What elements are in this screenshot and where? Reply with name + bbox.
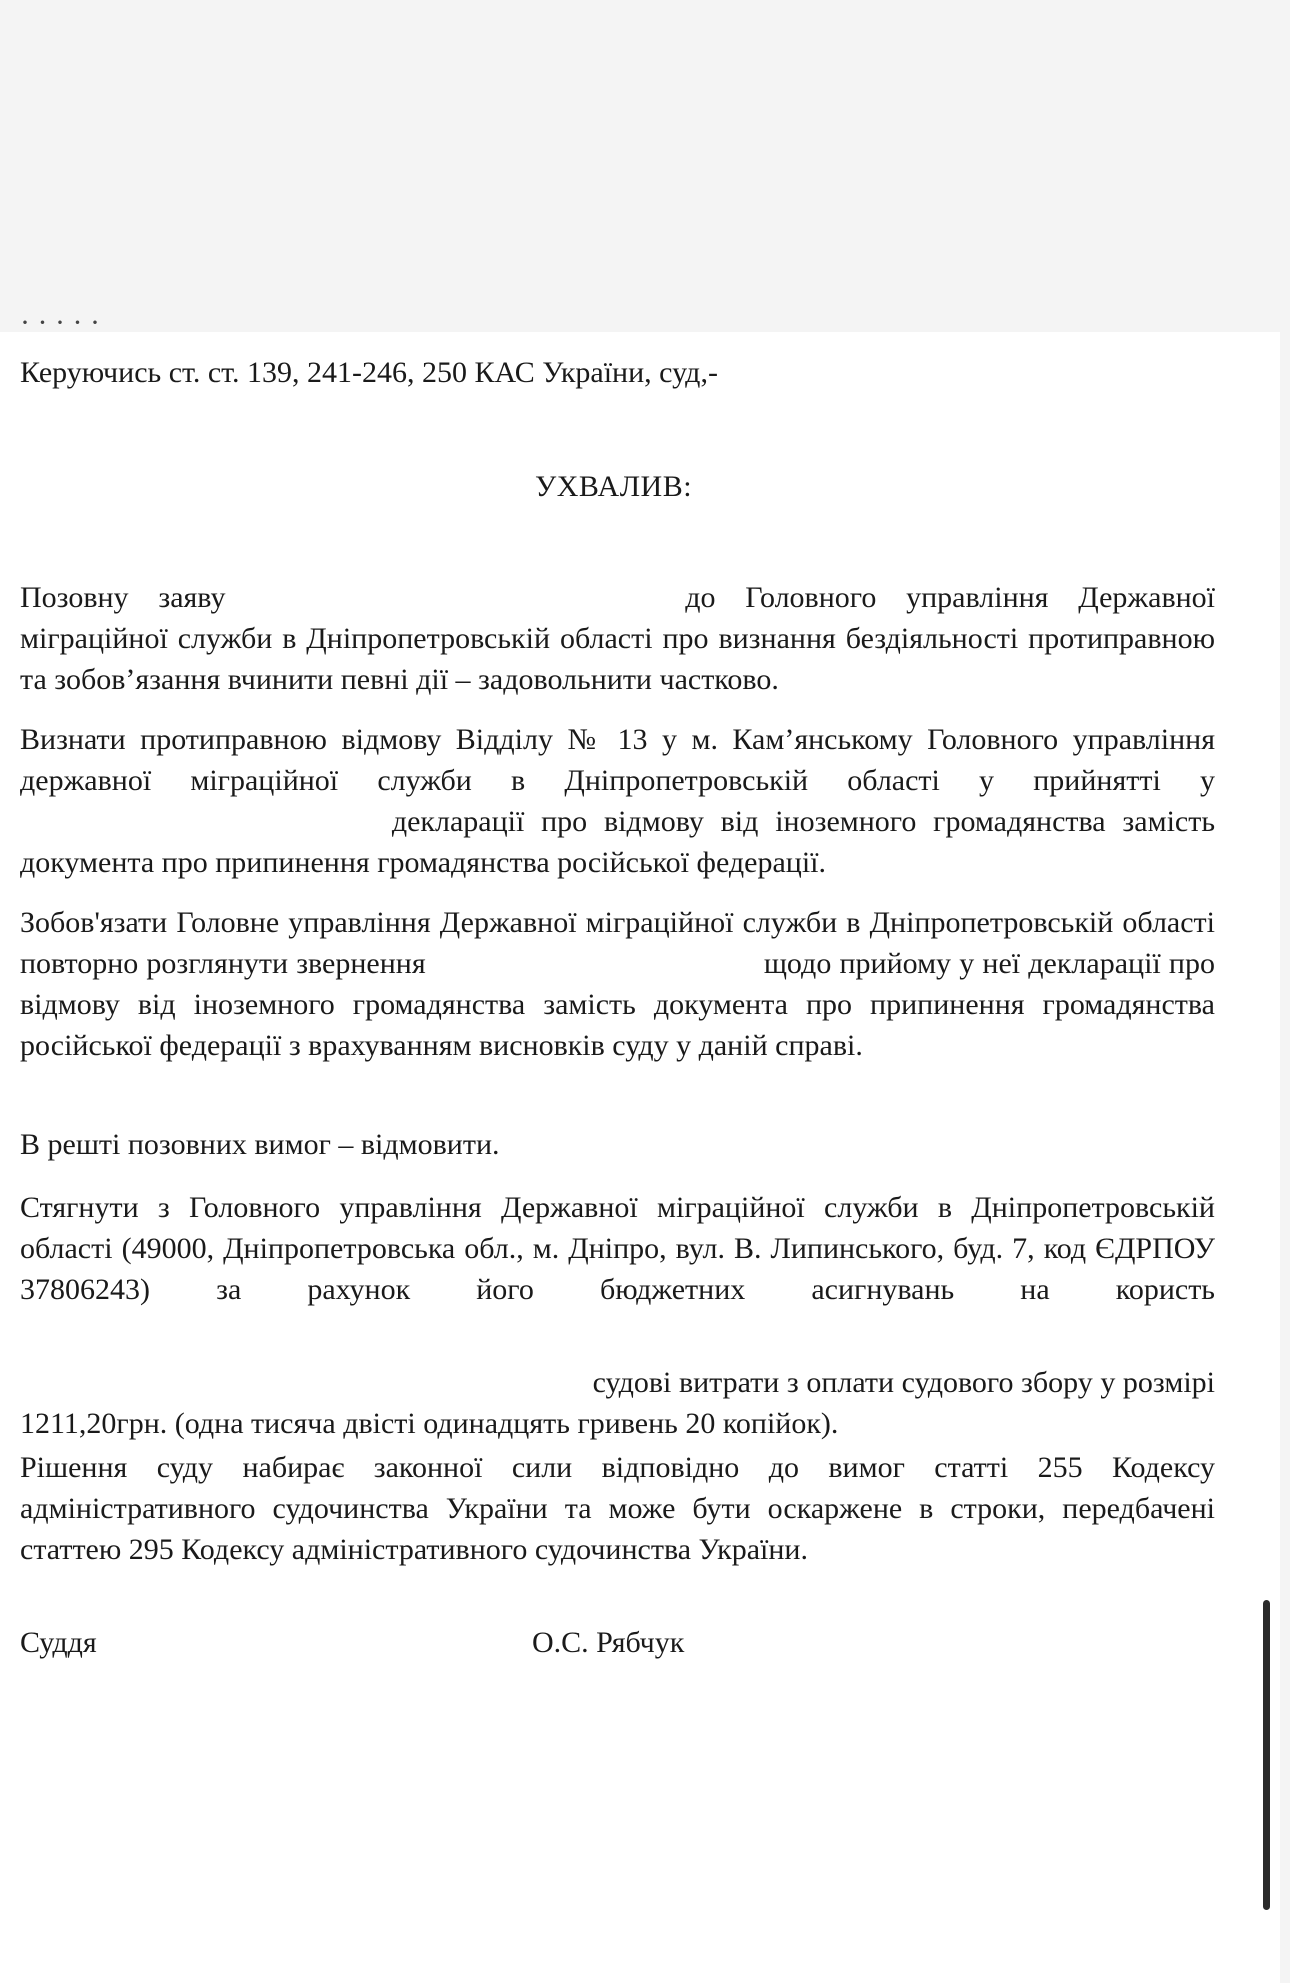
paragraph-costs-part2: судові витрати з оплати судового збору у розмірі 1211,20грн. (одна тисяча двісті одинадцять гривень 20 копійок).	[20, 1366, 1215, 1440]
signature-role: Суддя	[20, 1626, 97, 1659]
paragraph-costs	[20, 1187, 1215, 1444]
paragraph-declare-unlawful-part2: декларації про відмову від іноземного громадянства замість документа про припинення громадянства російської федерації.	[20, 805, 1216, 879]
paragraph-claim	[20, 577, 1215, 700]
paragraph-oblige-part1: Зобов'язати Головне управління Державної міграційної служби в Дніпропетровській області повторно розглянути звернення	[20, 906, 1215, 980]
paragraph-declare-unlawful	[20, 719, 1215, 883]
decision-heading: УХВАЛИВ:	[535, 470, 693, 503]
signature-name: О.С. Рябчук	[532, 1626, 685, 1659]
paragraph-claim-part2: до Головного управління Державної міграційної служби в Дніпропетровській області про визнання бездіяльності протиправною та зобов’язання вчинити певні дії – задовольнити частково.	[20, 581, 1215, 696]
paragraph-costs-part1: Стягнути з Головного управління Державної міграційної служби в Дніпропетровській області (49000, Дніпропетровська обл., м. Дніпро, вул. В. Липинського, буд. 7, код ЄДРПОУ 37806243) за рахунок його бюджетних асигнувань на користь	[20, 1191, 1215, 1306]
scrollbar[interactable]	[1263, 1600, 1270, 1910]
document-page	[0, 306, 1280, 1983]
paragraph-oblige	[20, 902, 1215, 1066]
preamble-text: Керуючись ст. ст. 139, 241-246, 250 КАС України, суд,-	[20, 356, 718, 389]
paragraph-rest-denied: В решті позовних вимог – відмовити.	[20, 1128, 500, 1161]
redacted-gap	[20, 1310, 1200, 1351]
clipped-top-line: · · · · ·	[20, 306, 100, 339]
paragraph-oblige-part2: щодо прийому у неї декларації про відмову від іноземного громадянства замість документа про припинення громадянства російської федерації з врахуванням висновків суду у даній справі.	[20, 947, 1215, 1062]
paragraph-claim-part1: Позовну заяву	[20, 581, 226, 614]
paragraph-effect: Рішення суду набирає законної сили відповідно до вимог статті 255 Кодексу адміністративного судочинства України та може бути оскаржене в строки, передбачені статтею 295 Кодексу адміністративного судочинства України.	[20, 1451, 1215, 1566]
paragraph-declare-unlawful-part1: Визнати протиправною відмову Відділу № 13 у м. Кам’янському Головного управління державної міграційної служби в Дніпропетровській області у прийнятті у	[20, 723, 1215, 797]
